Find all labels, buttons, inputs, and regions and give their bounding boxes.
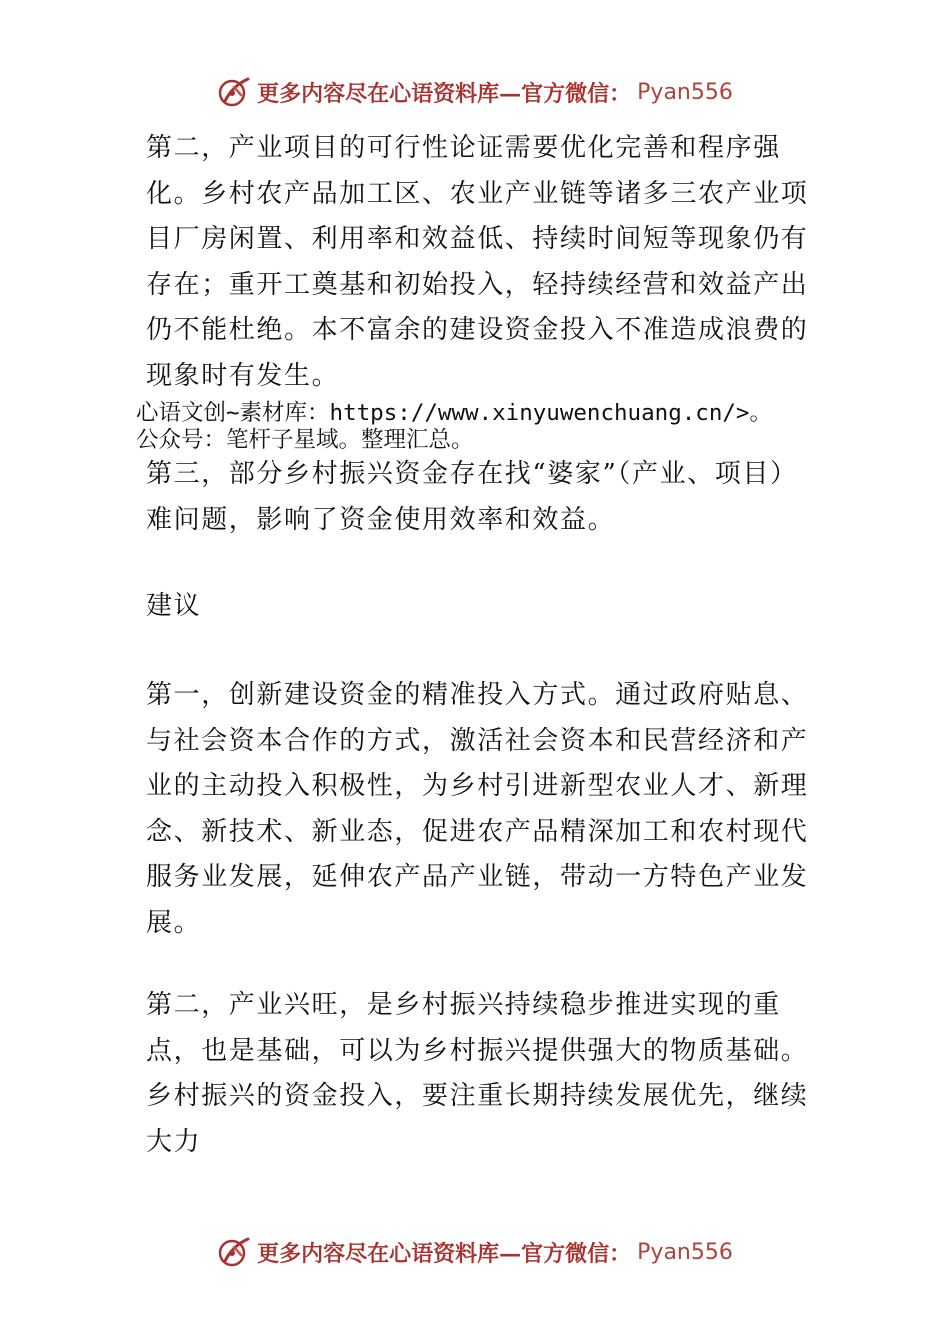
paragraph-recommendation-1 (146, 673, 810, 947)
paragraph-text: 第三，部分乡村振兴资金存在找“婆家”（产业、项目）难问题，影响了资金使用效率和效益。 (146, 459, 798, 535)
banner-text: 更多内容尽在心语资料库—官方微信： (257, 80, 632, 107)
heading-text: 建议 (146, 591, 202, 621)
footer-banner (0, 1232, 950, 1272)
banner-text: 更多内容尽在心语资料库—官方微信： (257, 1240, 632, 1267)
logo-icon (217, 75, 251, 109)
watermark-line-1: 心语文创~素材库：https://www.xinyuwenchuang.cn/>。 (136, 400, 772, 426)
banner-wechat-id: Pyan556 (637, 1239, 733, 1265)
section-heading (146, 584, 810, 630)
paragraph-recommendation-2 (146, 983, 810, 1165)
watermark-line-2: 公众号：笔杆子星域。整理汇总。 (136, 427, 474, 453)
paragraph-text: 第二，产业项目的可行性论证需要优化完善和程序强化。乡村农产品加工区、农业产业链等诸多三农产业项目厂房闲置、利用率和效益低、持续时间短等现象仍有存在；重开工奠基和初始投入，轻持续经营和效益产出仍不能杜绝。本不富余的建设资金投入不准造成浪费的现象时有发生。 (146, 133, 809, 391)
logo-icon (217, 1235, 251, 1269)
header-banner (0, 72, 950, 112)
banner-wechat-id: Pyan556 (637, 79, 733, 105)
paragraph-text: 第一，创新建设资金的精准投入方式。通过政府贴息、与社会资本合作的方式，激活社会资本和民营经济和产业的主动投入积极性，为乡村引进新型农业人才、新理念、新技术、新业态，促进农产品精深加工和农村现代服务业发展，延伸农产品产业链，带动一方特色产业发展。 (146, 680, 809, 938)
paragraph-industry-feasibility (146, 126, 810, 400)
paragraph-funding-issue (146, 452, 810, 543)
paragraph-text: 第二，产业兴旺，是乡村振兴持续稳步推进实现的重点，也是基础，可以为乡村振兴提供强大的物质基础。乡村振兴的资金投入，要注重长期持续发展优先，继续大力 (146, 990, 809, 1157)
